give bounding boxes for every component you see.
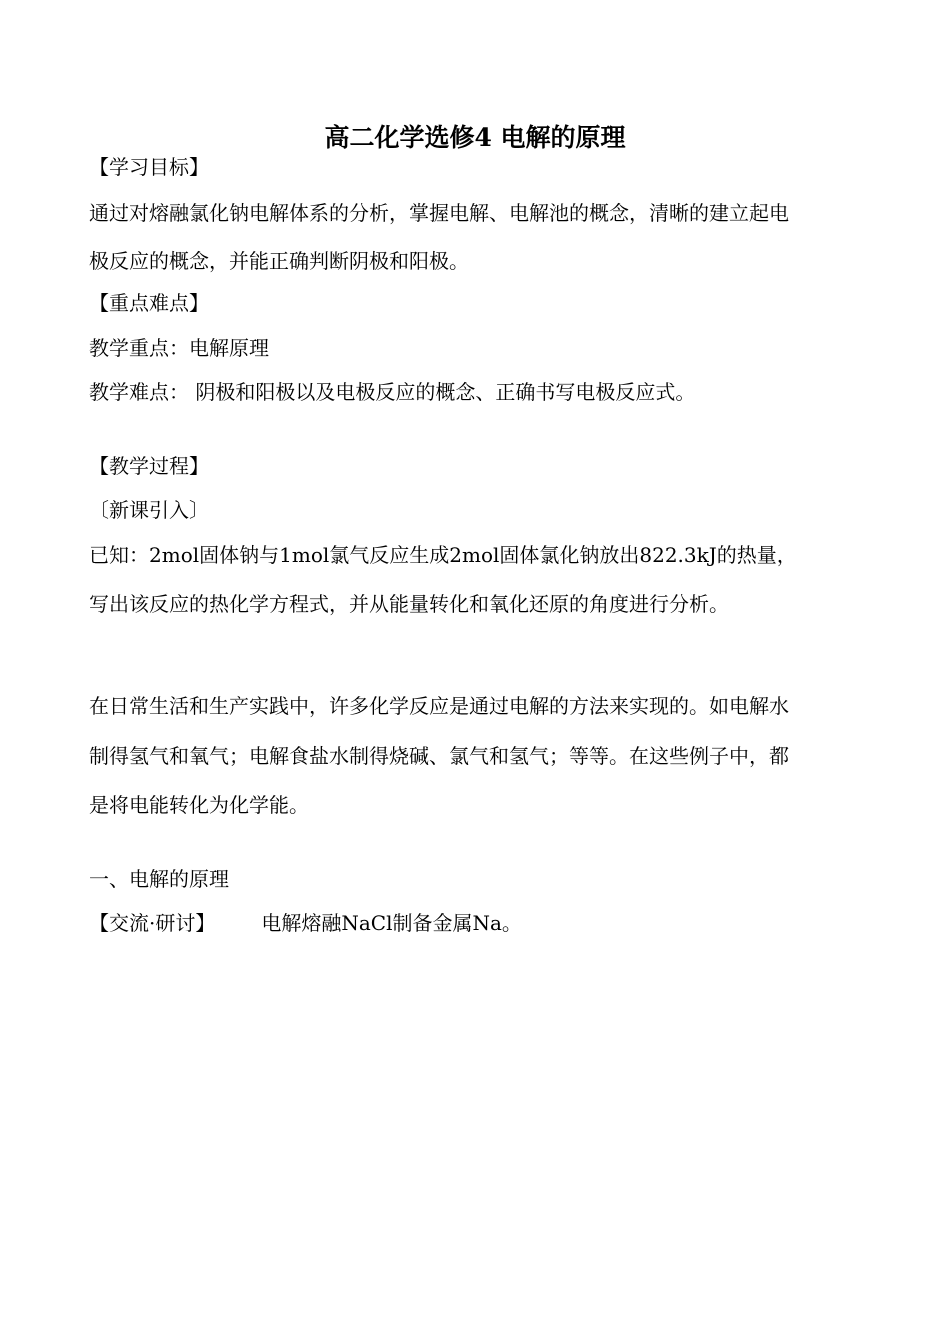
daily-text-line-1: 在日常生活和生产实践中，许多化学反应是通过电解的方法来实现的。如电解水 xyxy=(89,694,789,718)
exchange-text: 电解熔融NaCl制备金属Na。 xyxy=(261,911,522,935)
process-heading: 【教学过程】 xyxy=(89,454,209,478)
objectives-text-line-2: 极反应的概念，并能正确判断阴极和阳极。 xyxy=(89,249,469,273)
keypoints-heading: 【重点难点】 xyxy=(89,291,209,315)
daily-text-line-3: 是将电能转化为化学能。 xyxy=(89,793,309,817)
objectives-heading: 【学习目标】 xyxy=(89,155,209,179)
objectives-text-line-1: 通过对熔融氯化钠电解体系的分析，掌握电解、电解池的概念，清晰的建立起电 xyxy=(89,201,789,225)
intro-label: 〔新课引入〕 xyxy=(89,498,209,522)
document-title: 高二化学选修4 电解的原理 xyxy=(324,123,626,152)
daily-text-line-2: 制得氢气和氧气；电解食盐水制得烧碱、氯气和氢气；等等。在这些例子中，都 xyxy=(89,744,789,768)
keypoint-difficulty: 教学难点： 阴极和阳极以及电极反应的概念、正确书写电极反应式。 xyxy=(89,380,696,404)
known-text-line-1: 已知：2mol固体钠与1mol氯气反应生成2mol固体氯化钠放出822.3kJ的热量， xyxy=(89,543,797,567)
exchange-row xyxy=(89,911,522,935)
exchange-label: 【交流·研讨】 xyxy=(89,911,216,935)
keypoint-focus: 教学重点：电解原理 xyxy=(89,336,269,360)
known-text-line-2: 写出该反应的热化学方程式，并从能量转化和氧化还原的角度进行分析。 xyxy=(89,592,729,616)
section1-heading: 一、电解的原理 xyxy=(89,867,229,891)
